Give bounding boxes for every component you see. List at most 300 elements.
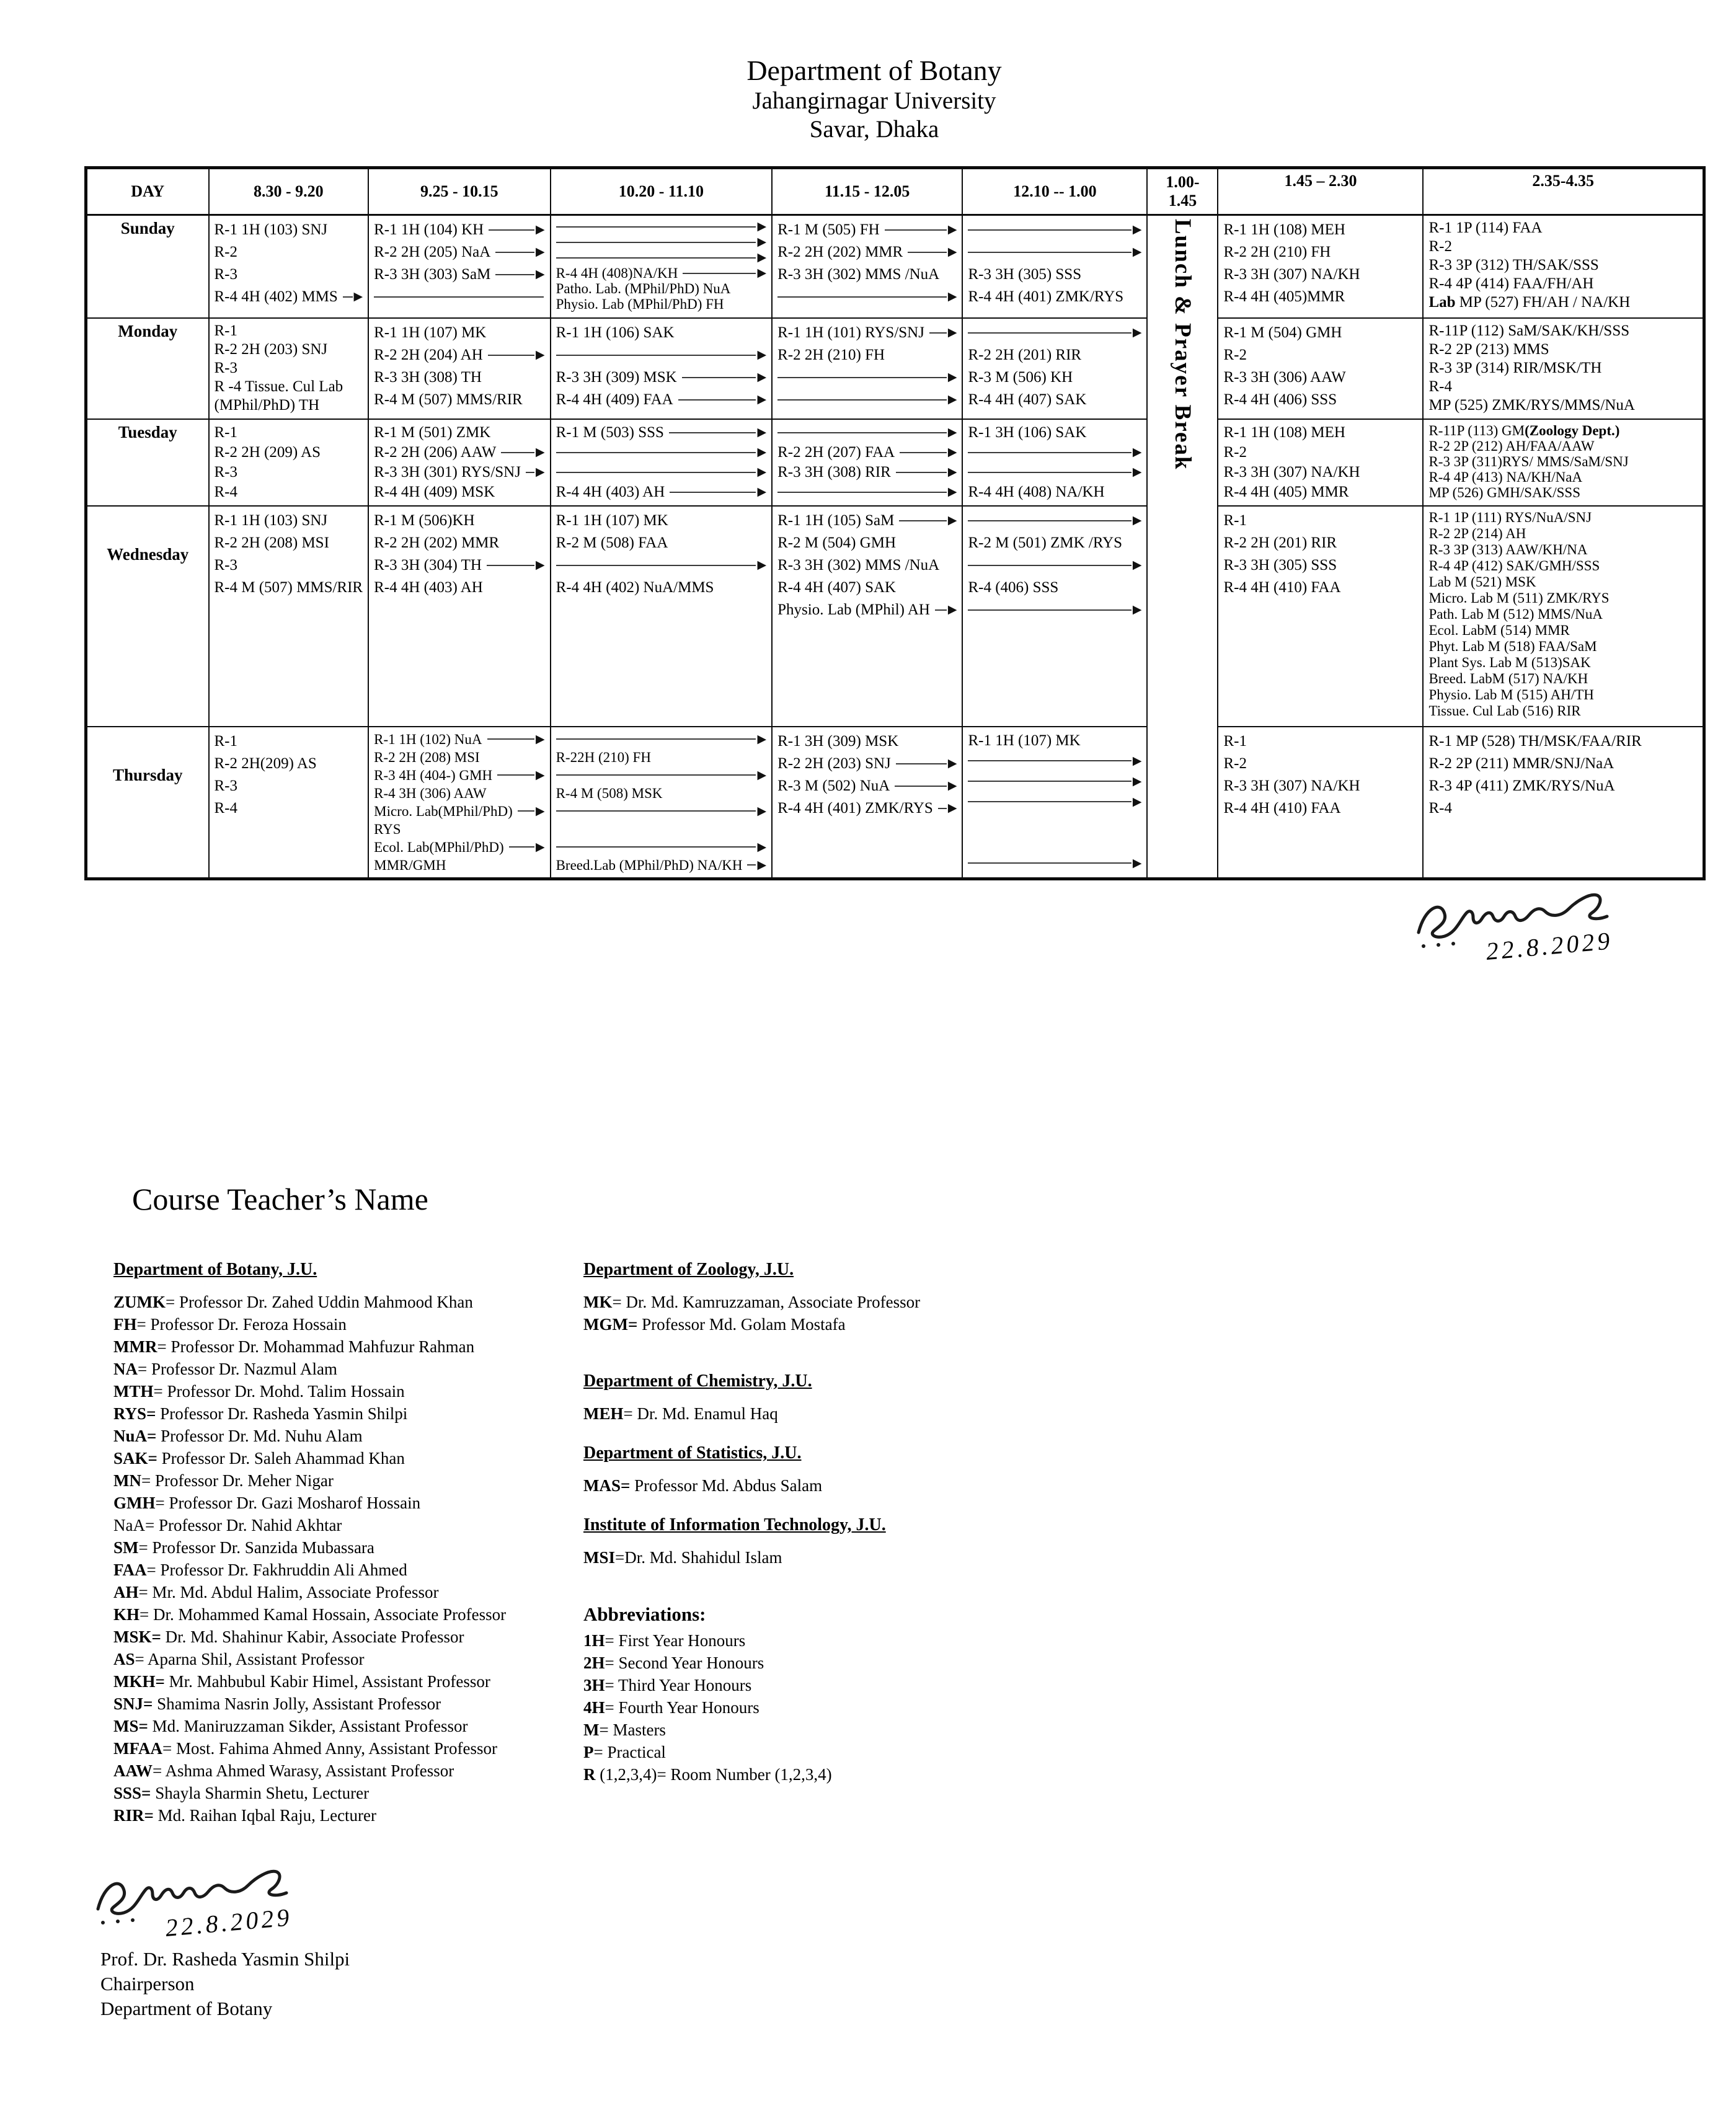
schedule-line bbox=[556, 820, 767, 838]
schedule-line bbox=[374, 730, 544, 748]
teacher-entry: MS= Md. Maniruzzaman Sikder, Assistant Professor bbox=[113, 1717, 468, 1735]
schedule-text: Patho. Lab. (MPhil/PhD) NuA bbox=[556, 281, 731, 296]
timetable-cell bbox=[1423, 419, 1704, 506]
schedule-text: R-2 2P (212) AH/FAA/AAW bbox=[1428, 438, 1595, 454]
schedule-text: R-3 bbox=[214, 463, 237, 480]
arrow-icon: ▶ bbox=[757, 445, 767, 459]
continuation-line bbox=[896, 763, 947, 764]
arrow-icon: ▶ bbox=[757, 858, 767, 872]
abbreviations-heading: Abbreviations: bbox=[583, 1603, 706, 1625]
schedule-text: R-3 3H (307) NA/KH bbox=[1223, 463, 1360, 480]
arrow-icon: ▶ bbox=[535, 348, 545, 361]
arrow-icon: ▶ bbox=[947, 246, 957, 259]
teacher-entry: GMH= Professor Dr. Gazi Mosharof Hossain bbox=[113, 1494, 421, 1512]
teacher-entry: MMR= Professor Dr. Mohammad Mahfuzur Rahman bbox=[113, 1337, 475, 1356]
schedule-text: R-4 bbox=[1428, 378, 1452, 395]
timetable-cell bbox=[1218, 727, 1423, 879]
teacher-entry: MSK= Dr. Md. Shahinur Kabir, Associate Professor bbox=[113, 1628, 464, 1646]
schedule-line bbox=[1428, 423, 1698, 438]
schedule-line bbox=[556, 532, 767, 554]
schedule-text: Ecol. Lab(MPhil/PhD) bbox=[374, 839, 504, 855]
teacher-entry: SNJ= Shamima Nasrin Jolly, Assistant Professor bbox=[113, 1694, 441, 1713]
arrow-icon: ▶ bbox=[757, 425, 767, 439]
arrow-icon: ▶ bbox=[1132, 513, 1142, 527]
arrow-icon: ▶ bbox=[1132, 754, 1142, 768]
schedule-line bbox=[777, 344, 957, 366]
schedule-text: R-4 4H (403) AH bbox=[556, 483, 665, 500]
schedule-text: R-1 bbox=[1223, 732, 1247, 750]
schedule-text: R-1 bbox=[1223, 512, 1247, 529]
continuation-line bbox=[777, 377, 947, 378]
continuation-line bbox=[556, 472, 756, 473]
schedule-line bbox=[215, 510, 363, 532]
arrow-icon: ▶ bbox=[757, 465, 767, 479]
teacher-entry: KH= Dr. Mohammed Kamal Hossain, Associate Professor bbox=[113, 1605, 507, 1624]
schedule-text: R-2 2H (208) MSI bbox=[374, 749, 480, 765]
schedule-line bbox=[215, 396, 363, 415]
schedule-text: Plant Sys. Lab M (513)SAK bbox=[1428, 654, 1591, 670]
continuation-line bbox=[556, 738, 756, 740]
schedule-text: Micro. Lab M (511) ZMK/RYS bbox=[1428, 590, 1610, 606]
schedule-line bbox=[556, 366, 767, 389]
schedule-line bbox=[777, 554, 957, 577]
continuation-line bbox=[678, 399, 756, 401]
schedule-line bbox=[374, 241, 544, 264]
schedule-line bbox=[556, 219, 767, 234]
schedule-text: R-4 M (507) MMS/RIR bbox=[214, 578, 363, 596]
schedule-text: R-2 bbox=[1223, 346, 1247, 363]
timetable-cell bbox=[1218, 215, 1423, 318]
teacher-entry: AAW= Ashma Ahmed Warasy, Assistant Professor bbox=[113, 1761, 454, 1780]
schedule-line bbox=[1223, 463, 1417, 482]
schedule-text: R-1 M (505) FH bbox=[777, 221, 880, 238]
schedule-line bbox=[968, 599, 1141, 621]
teachers-right-column bbox=[583, 1259, 1042, 1803]
abbreviations-section bbox=[583, 1603, 1042, 1786]
schedule-text: R-2 2H (205) NaA bbox=[374, 244, 491, 260]
continuation-line bbox=[556, 226, 756, 228]
schedule-line bbox=[968, 423, 1141, 443]
schedule-text: R-4 4H (407) SAK bbox=[968, 391, 1087, 408]
schedule-text: R-2 M (508) FAA bbox=[556, 534, 668, 551]
arrow-icon: ▶ bbox=[947, 425, 957, 439]
schedule-line bbox=[374, 463, 544, 482]
schedule-text: R-1 1H (106) SAK bbox=[556, 324, 675, 341]
schedule-text: R-1 1H (105) SaM bbox=[777, 512, 895, 529]
timetable-cell bbox=[551, 215, 773, 318]
schedule-text: R-4 4P (412) SAK/GMH/SSS bbox=[1428, 557, 1600, 574]
schedule-text: R-2 2H (210) FH bbox=[1223, 244, 1331, 260]
lunch-break-label: Lunch & Prayer Break bbox=[1169, 219, 1195, 471]
schedule-line bbox=[968, 443, 1141, 463]
arrow-icon: ▶ bbox=[947, 290, 957, 303]
schedule-line bbox=[1428, 256, 1698, 275]
schedule-line bbox=[777, 532, 957, 554]
schedule-text: R-22H (210) FH bbox=[556, 749, 651, 765]
schedule-line bbox=[777, 443, 957, 463]
schedule-text: R-4 bbox=[214, 483, 237, 500]
column-header: DAY bbox=[86, 168, 209, 215]
schedule-line bbox=[1428, 687, 1698, 703]
schedule-line bbox=[556, 554, 767, 577]
schedule-line bbox=[777, 577, 957, 599]
schedule-text: R-2 bbox=[1428, 238, 1452, 255]
schedule-line bbox=[556, 281, 767, 296]
schedule-line bbox=[1428, 275, 1698, 293]
arrow-icon: ▶ bbox=[535, 445, 545, 459]
arrow-icon: ▶ bbox=[535, 840, 545, 854]
schedule-line bbox=[215, 532, 363, 554]
schedule-line bbox=[1428, 219, 1698, 237]
arrow-icon: ▶ bbox=[757, 251, 767, 264]
schedule-line bbox=[968, 833, 1141, 853]
schedule-text: R-1 M (503) SSS bbox=[556, 423, 664, 441]
timetable-cell bbox=[962, 506, 1147, 727]
day-cell: Sunday bbox=[86, 215, 209, 318]
arrow-icon: ▶ bbox=[947, 465, 957, 479]
timetable-cell bbox=[209, 318, 369, 419]
schedule-text: R-2 2H (201) RIR bbox=[968, 346, 1082, 363]
schedule-line bbox=[777, 219, 957, 241]
schedule-line bbox=[777, 753, 957, 775]
chairperson-block bbox=[100, 1947, 350, 2021]
abbreviation-entry: 3H= Third Year Honours bbox=[583, 1676, 752, 1694]
teacher-entry: MTH= Professor Dr. Mohd. Talim Hossain bbox=[113, 1382, 405, 1401]
schedule-line bbox=[1428, 237, 1698, 256]
schedule-text: R-1 M (504) GMH bbox=[1223, 324, 1342, 341]
chairperson-name: Prof. Dr. Rasheda Yasmin Shilpi bbox=[100, 1948, 350, 1970]
schedule-text: R-1 1H (108) MEH bbox=[1223, 221, 1345, 238]
schedule-line bbox=[968, 510, 1141, 532]
schedule-line bbox=[1428, 322, 1698, 340]
schedule-line bbox=[777, 482, 957, 502]
schedule-line bbox=[1428, 510, 1698, 526]
schedule-line bbox=[556, 322, 767, 344]
continuation-line bbox=[343, 296, 353, 298]
timetable bbox=[84, 166, 1706, 880]
schedule-line bbox=[968, 751, 1141, 771]
schedule-line bbox=[968, 730, 1141, 751]
continuation-line bbox=[556, 452, 756, 453]
schedule-line bbox=[1223, 753, 1417, 775]
schedule-text: R-3 3H (308) TH bbox=[374, 368, 482, 386]
arrow-icon: ▶ bbox=[535, 268, 545, 281]
schedule-line bbox=[1428, 639, 1698, 655]
document-header bbox=[639, 55, 1110, 144]
schedule-line bbox=[215, 219, 363, 241]
schedule-text: R-4 4H (408)NA/KH bbox=[556, 265, 678, 281]
schedule-line bbox=[556, 296, 767, 312]
schedule-text: R-2 2P (214) AH bbox=[1428, 525, 1526, 541]
schedule-text: R-3 3P (313) AAW/KH/NA bbox=[1428, 541, 1588, 557]
teacher-entry: RYS= Professor Dr. Rasheda Yasmin Shilpi bbox=[113, 1404, 408, 1423]
teachers-left-column bbox=[113, 1259, 591, 1827]
schedule-text: R-2 2H (207) FAA bbox=[777, 443, 895, 461]
arrow-icon: ▶ bbox=[947, 445, 957, 459]
schedule-text: R-3 3H (307) NA/KH bbox=[1223, 777, 1360, 794]
continuation-line bbox=[968, 520, 1131, 521]
schedule-text: R-1 1H (108) MEH bbox=[1223, 423, 1345, 441]
schedule-line bbox=[215, 482, 363, 502]
continuation-line bbox=[968, 332, 1131, 334]
schedule-line bbox=[374, 423, 544, 443]
column-header: 2.35-4.35 bbox=[1423, 168, 1704, 215]
schedule-line bbox=[777, 389, 957, 411]
timetable-cell bbox=[1218, 419, 1423, 506]
schedule-line bbox=[1428, 606, 1698, 622]
schedule-line bbox=[1428, 378, 1698, 396]
schedule-line bbox=[1428, 340, 1698, 359]
arrow-icon: ▶ bbox=[757, 840, 767, 854]
schedule-text: R-1 bbox=[214, 322, 237, 339]
department-section-header: Department of Statistics, J.U. bbox=[583, 1443, 802, 1463]
signature-top bbox=[1407, 880, 1674, 973]
schedule-line bbox=[215, 359, 363, 378]
schedule-line bbox=[374, 554, 544, 577]
schedule-line bbox=[777, 775, 957, 797]
schedule-text: Tissue. Cul Lab (516) RIR bbox=[1428, 702, 1581, 719]
schedule-text: R-1 1H (107) MK bbox=[968, 732, 1081, 749]
schedule-text: R-3 bbox=[214, 266, 237, 283]
timetable-cell bbox=[368, 215, 550, 318]
continuation-line bbox=[968, 565, 1131, 566]
schedule-line bbox=[1428, 485, 1698, 500]
chairperson-role: Chairperson bbox=[100, 1973, 195, 1995]
schedule-line bbox=[556, 482, 767, 502]
schedule-line bbox=[1223, 482, 1417, 502]
schedule-line bbox=[374, 286, 544, 308]
schedule-line bbox=[1428, 671, 1698, 687]
schedule-line bbox=[215, 378, 363, 396]
teacher-entry: MKH= Mr. Mahbubul Kabir Himel, Assistant Professor bbox=[113, 1672, 490, 1691]
schedule-line bbox=[1428, 797, 1698, 820]
arrow-icon: ▶ bbox=[535, 732, 545, 746]
schedule-line bbox=[968, 322, 1141, 344]
schedule-text: R-2 bbox=[214, 244, 237, 260]
continuation-line bbox=[968, 760, 1131, 761]
schedule-line bbox=[556, 577, 767, 599]
teacher-entry: MSI=Dr. Md. Shahidul Islam bbox=[583, 1548, 782, 1567]
arrow-icon: ▶ bbox=[947, 801, 957, 815]
schedule-text: R-2 2H (203) SNJ bbox=[777, 755, 891, 772]
continuation-line bbox=[777, 296, 947, 298]
teacher-entry: MAS= Professor Md. Abdus Salam bbox=[583, 1476, 823, 1495]
timetable-cell bbox=[1218, 318, 1423, 419]
arrow-icon: ▶ bbox=[353, 290, 363, 303]
column-header: 1.45 – 2.30 bbox=[1218, 168, 1423, 215]
schedule-text: R-4 4H (406) SSS bbox=[1223, 391, 1337, 408]
schedule-line bbox=[556, 234, 767, 250]
schedule-line bbox=[968, 482, 1141, 502]
continuation-line bbox=[747, 864, 756, 866]
arrow-icon: ▶ bbox=[757, 558, 767, 572]
schedule-text: R-11P (113) GM(Zoology Dept.) bbox=[1428, 422, 1620, 438]
schedule-line bbox=[374, 577, 544, 599]
schedule-line bbox=[968, 463, 1141, 482]
continuation-line bbox=[556, 242, 756, 243]
schedule-line bbox=[556, 265, 767, 281]
timetable-wrapper bbox=[84, 166, 1706, 880]
schedule-line bbox=[1428, 293, 1698, 312]
teacher-entry: SAK= Professor Dr. Saleh Ahammad Khan bbox=[113, 1449, 405, 1468]
arrow-icon: ▶ bbox=[947, 223, 957, 236]
schedule-text: Breed. LabM (517) NA/KH bbox=[1428, 670, 1588, 686]
teacher-entry: AH= Mr. Md. Abdul Halim, Associate Professor bbox=[113, 1583, 439, 1601]
schedule-text: R-3 3H (307) NA/KH bbox=[1223, 266, 1360, 283]
schedule-text: R-3 3H (303) SaM bbox=[374, 266, 491, 283]
schedule-line bbox=[1428, 753, 1698, 775]
timetable-cell bbox=[772, 506, 962, 727]
schedule-text: R-4 4H (410) FAA bbox=[1223, 799, 1341, 817]
schedule-text: R-1 M (501) ZMK bbox=[374, 423, 491, 441]
abbreviation-entry: P= Practical bbox=[583, 1743, 666, 1761]
schedule-line bbox=[1428, 396, 1698, 415]
schedule-line bbox=[1223, 554, 1417, 577]
arrow-icon: ▶ bbox=[947, 756, 957, 770]
department-section bbox=[583, 1370, 1042, 1425]
schedule-text: R-3 M (502) NuA bbox=[777, 777, 890, 794]
schedule-text: R-1 1P (111) RYS/NuA/SNJ bbox=[1428, 509, 1592, 525]
schedule-text: RYS bbox=[374, 821, 401, 837]
schedule-line bbox=[968, 532, 1141, 554]
arrow-icon: ▶ bbox=[757, 485, 767, 498]
schedule-text: R-4 4H (405)MMR bbox=[1223, 288, 1345, 305]
continuation-line bbox=[495, 252, 534, 253]
schedule-text: R-4 4H (401) ZMK/RYS bbox=[777, 799, 933, 817]
arrow-icon: ▶ bbox=[1132, 795, 1142, 808]
schedule-text: R-4 3H (306) AAW bbox=[374, 785, 487, 801]
schedule-text: R-3 3P (312) TH/SAK/SSS bbox=[1428, 257, 1599, 273]
schedule-line bbox=[374, 389, 544, 411]
arrow-icon: ▶ bbox=[947, 513, 957, 527]
teacher-entry: MK= Dr. Md. Kamruzzaman, Associate Professor bbox=[583, 1293, 921, 1311]
schedule-text: R-2 2H(209) AS bbox=[214, 755, 317, 772]
schedule-line bbox=[1223, 510, 1417, 532]
arrow-icon: ▶ bbox=[947, 370, 957, 384]
schedule-line bbox=[1428, 655, 1698, 671]
schedule-line bbox=[374, 838, 544, 856]
schedule-line bbox=[374, 784, 544, 802]
schedule-line bbox=[215, 797, 363, 820]
schedule-text: R-2 2H (210) FH bbox=[777, 346, 885, 363]
schedule-line bbox=[1223, 423, 1417, 443]
schedule-text: R-1 1P (114) FAA bbox=[1428, 219, 1543, 236]
continuation-line bbox=[495, 274, 534, 275]
continuation-line bbox=[908, 252, 947, 253]
arrow-icon: ▶ bbox=[535, 768, 545, 782]
schedule-text: R-3 4H (404-) GMH bbox=[374, 767, 493, 783]
timetable-cell bbox=[1218, 506, 1423, 727]
schedule-text: Physio. Lab (MPhil) AH bbox=[777, 601, 930, 618]
arrow-icon: ▶ bbox=[1132, 445, 1142, 459]
arrow-icon: ▶ bbox=[1132, 558, 1142, 572]
schedule-text: (MPhil/PhD) TH bbox=[214, 396, 320, 414]
arrow-icon: ▶ bbox=[1132, 603, 1142, 616]
schedule-line bbox=[1223, 389, 1417, 411]
continuation-line bbox=[670, 492, 756, 493]
department-section bbox=[583, 1442, 1042, 1497]
arrow-icon: ▶ bbox=[1132, 774, 1142, 788]
schedule-text: R-4 bbox=[1428, 799, 1452, 817]
schedule-text: R-3 3H (304) TH bbox=[374, 556, 482, 574]
schedule-line bbox=[968, 792, 1141, 812]
schedule-line bbox=[215, 286, 363, 308]
schedule-line bbox=[1223, 532, 1417, 554]
continuation-line bbox=[669, 432, 756, 433]
continuation-line bbox=[501, 452, 534, 453]
schedule-text: R-4 (406) SSS bbox=[968, 578, 1059, 596]
schedule-line bbox=[968, 812, 1141, 833]
timetable-cell bbox=[772, 318, 962, 419]
schedule-line bbox=[1223, 264, 1417, 286]
continuation-line bbox=[896, 472, 947, 473]
schedule-line bbox=[968, 219, 1141, 241]
arrow-icon: ▶ bbox=[757, 220, 767, 233]
schedule-line bbox=[374, 510, 544, 532]
schedule-line bbox=[556, 389, 767, 411]
schedule-line bbox=[1428, 359, 1698, 378]
schedule-line bbox=[968, 389, 1141, 411]
schedule-line bbox=[777, 241, 957, 264]
continuation-line bbox=[556, 846, 756, 848]
timetable-cell bbox=[1423, 318, 1704, 419]
arrow-icon: ▶ bbox=[947, 392, 957, 406]
schedule-text: R-4 M (508) MSK bbox=[556, 785, 663, 801]
day-row bbox=[86, 318, 1704, 419]
schedule-line bbox=[1223, 344, 1417, 366]
column-header: 9.25 - 10.15 bbox=[368, 168, 550, 215]
abbreviation-entry: 2H= Second Year Honours bbox=[583, 1654, 764, 1672]
day-row bbox=[86, 215, 1704, 318]
schedule-text: R-1 1H (107) MK bbox=[556, 512, 668, 529]
lunch-break-cell bbox=[1147, 215, 1218, 879]
continuation-line bbox=[929, 332, 947, 334]
arrow-icon: ▶ bbox=[535, 465, 545, 479]
continuation-line bbox=[682, 377, 756, 378]
timetable-cell bbox=[209, 215, 369, 318]
schedule-text: R-3 bbox=[214, 556, 237, 574]
schedule-text: R-2 2P (213) MMS bbox=[1428, 340, 1549, 358]
teacher-entry: MFAA= Most. Fahima Ahmed Anny, Assistant Professor bbox=[113, 1739, 497, 1758]
schedule-text: R-1 M (506)KH bbox=[374, 512, 475, 529]
day-row bbox=[86, 727, 1704, 879]
schedule-text: R-3 3H (305) SSS bbox=[1223, 556, 1337, 574]
schedule-line bbox=[968, 344, 1141, 366]
abbreviation-entry: M= Masters bbox=[583, 1720, 666, 1739]
schedule-text: R-4 4H (403) AH bbox=[374, 578, 483, 596]
teacher-entry: NA= Professor Dr. Nazmul Alam bbox=[113, 1360, 337, 1378]
schedule-line bbox=[374, 344, 544, 366]
schedule-text: Phyt. Lab M (518) FAA/SaM bbox=[1428, 638, 1597, 654]
day-row bbox=[86, 506, 1704, 727]
schedule-line bbox=[777, 510, 957, 532]
schedule-line bbox=[215, 423, 363, 443]
day-cell: Thursday bbox=[86, 727, 209, 879]
schedule-text: R-2 2H (201) RIR bbox=[1223, 534, 1337, 551]
continuation-line bbox=[509, 846, 534, 848]
column-header: 8.30 - 9.20 bbox=[209, 168, 369, 215]
schedule-text: R-4 4H (405) MMR bbox=[1223, 483, 1349, 500]
timetable-cell bbox=[962, 318, 1147, 419]
schedule-text: Lab M (521) MSK bbox=[1428, 574, 1536, 590]
schedule-text: R-1 1H (103) SNJ bbox=[214, 512, 328, 529]
arrow-icon: ▶ bbox=[1132, 856, 1142, 870]
schedule-line bbox=[1428, 526, 1698, 542]
schedule-line bbox=[1428, 542, 1698, 558]
schedule-text: R-1 1H (107) MK bbox=[374, 324, 487, 341]
schedule-line bbox=[215, 322, 363, 340]
schedule-text: Physio. Lab (MPhil/PhD) FH bbox=[556, 296, 724, 312]
